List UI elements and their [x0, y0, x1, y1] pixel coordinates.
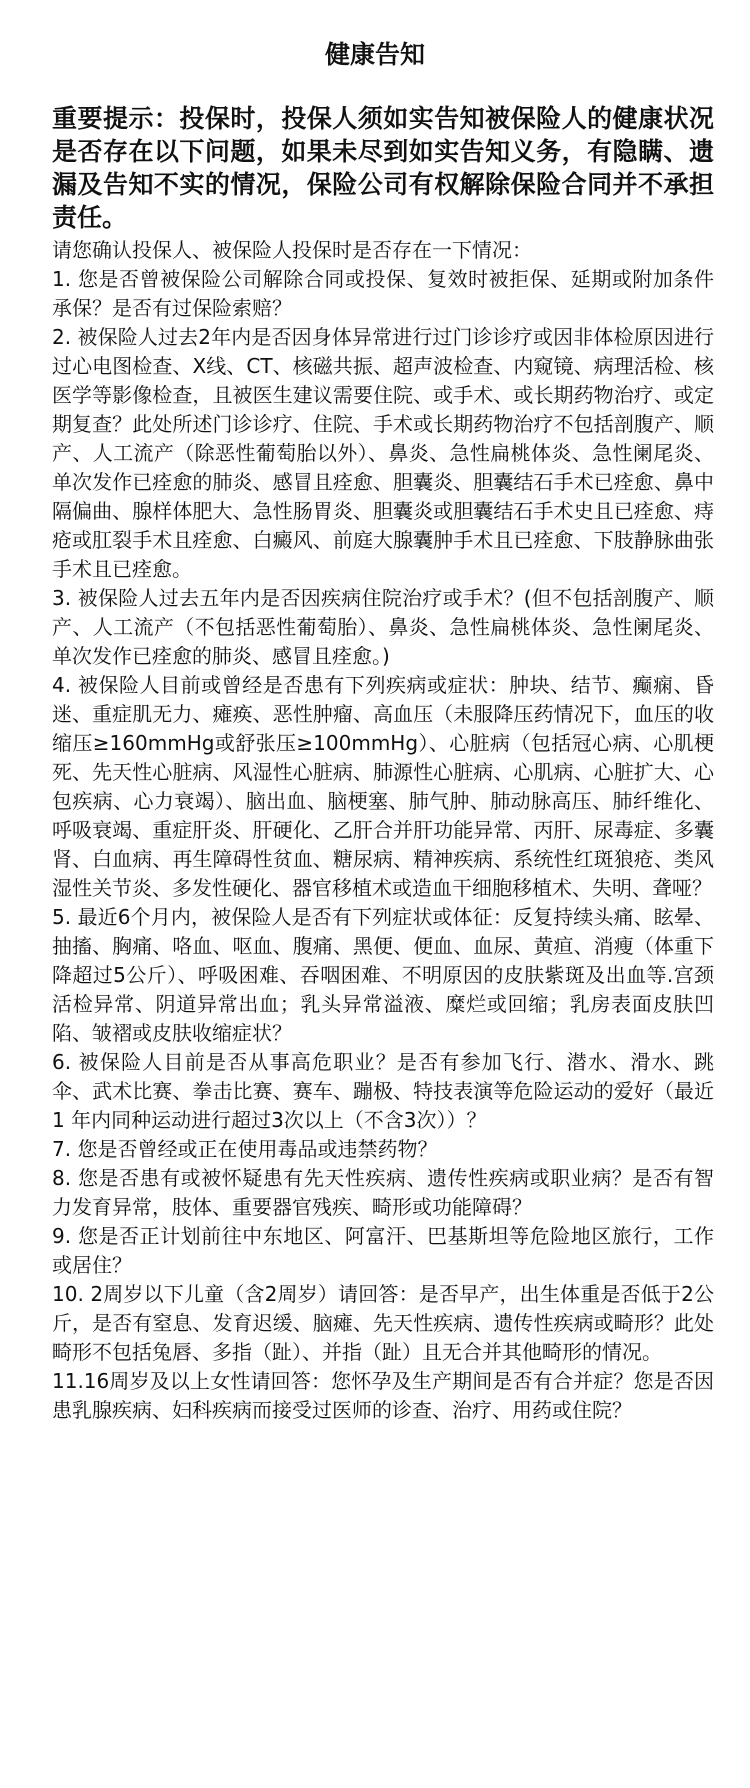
question-item-1: 1. 您是否曾被保险公司解除合同或投保、复效时被拒保、延期或附加条件承保？是否有过保险索赔？ [52, 267, 714, 320]
question-item-6: 6. 被保险人目前是否从事高危职业？是否有参加飞行、潜水、滑水、跳伞、武术比赛、拳击比赛、赛车、蹦极、特技表演等危险运动的爱好（最近1 年内同种运动进行超过3次以上（不含3次））？ [52, 1050, 714, 1132]
question-item-2: 2. 被保险人过去2年内是否因身体异常进行过门诊诊疗或因非体检原因进行过心电图检查、X线、CT、核磁共振、超声波检查、内窥镜、病理活检、核医学等影像检查，且被医生建议需要住院、或手术、或长期药物治疗、或定期复查？此处所述门诊诊疗、住院、手术或长期药物治疗不包括剖腹产、顺产、人工流产（除恶性葡萄胎以外）、鼻炎、急性扁桃体炎、急性阑尾炎、单次发作已痊愈的肺炎、感冒且痊愈、胆囊炎、胆囊结石手术已痊愈、鼻中隔偏曲、腺样体肥大、急性肠胃炎、胆囊炎或胆囊结石手术史且已痊愈、痔疮或肛裂手术且痊愈、白癜风、前庭大腺囊肿手术且已痊愈、下肢静脉曲张手术且已痊愈。 [52, 325, 714, 581]
question-item-5: 5. 最近6个月内，被保险人是否有下列症状或体征：反复持续头痛、眩晕、抽搐、胸痛、咯血、呕血、腹痛、黑便、便血、血尿、黄疸、消瘦（体重下降超过5公斤）、呼吸困难、吞咽困难、不明原因的皮肤紫斑及出血等.宫颈活检异常、阴道异常出血；乳头异常溢液、糜烂或回缩；乳房表面皮肤凹陷、皱褶或皮肤收缩症状？ [52, 905, 714, 1045]
important-notice: 重要提示：投保时，投保人须如实告知被保险人的健康状况是否存在以下问题，如果未尽到如实告知义务，有隐瞒、遗漏及告知不实的情况，保险公司有权解除保险合同并不承担责任。 [52, 104, 714, 232]
question-item-8: 8. 您是否患有或被怀疑患有先天性疾病、遗传性疾病或职业病？是否有智力发育异常，肢体、重要器官残疾、畸形或功能障碍？ [52, 1166, 714, 1219]
question-list [52, 265, 714, 1425]
question-item-10: 10. 2周岁以下儿童（含2周岁）请回答：是否早产，出生体重是否低于2公斤，是否有窒息、发育迟缓、脑瘫、先天性疾病、遗传性疾病或畸形？此处畸形不包括兔唇、多指（趾）、并指（趾）且无合并其他畸形的情况。 [52, 1282, 714, 1364]
page-title: 健康告知 [324, 40, 425, 69]
question-item-7: 7. 您是否曾经或正在使用毒品或违禁药物？ [52, 1137, 438, 1161]
question-item-11: 11.16周岁及以上女性请回答：您怀孕及生产期间是否有合并症？您是否因患乳腺疾病、妇科疾病而接受过医师的诊查、治疗、用药或住院？ [52, 1369, 714, 1422]
intro-text: 请您确认投保人、被保险人投保时是否存在一下情况： [52, 238, 532, 262]
question-item-3: 3. 被保险人过去五年内是否因疾病住院治疗或手术？(但不包括剖腹产、顺产、人工流产（不包括恶性葡萄胎）、鼻炎、急性扁桃体炎、急性阑尾炎、单次发作已痊愈的肺炎、感冒且痊愈。) [52, 586, 714, 668]
question-item-4: 4. 被保险人目前或曾经是否患有下列疾病或症状：肿块、结节、癫痫、昏迷、重症肌无力、瘫痪、恶性肿瘤、高血压（未服降压药情况下，血压的收缩压≥160mmHg或舒张压≥100mmHg）、心脏病（包括冠心病、心肌梗死、先天性心脏病、风湿性心脏病、肺源性心脏病、心肌病、心脏扩大、心包疾病、心力衰竭）、脑出血、脑梗塞、肺气肿、肺动脉高压、肺纤维化、呼吸衰竭、重症肝炎、肝硬化、乙肝合并肝功能异常、丙肝、尿毒症、多囊肾、白血病、再生障碍性贫血、糖尿病、精神疾病、系统性红斑狼疮、类风湿性关节炎、多发性硬化、器官移植术或造血干细胞移植术、失明、聋哑？ [52, 673, 714, 900]
question-item-9: 9. 您是否正计划前往中东地区、阿富汗、巴基斯坦等危险地区旅行，工作或居住？ [52, 1224, 714, 1277]
